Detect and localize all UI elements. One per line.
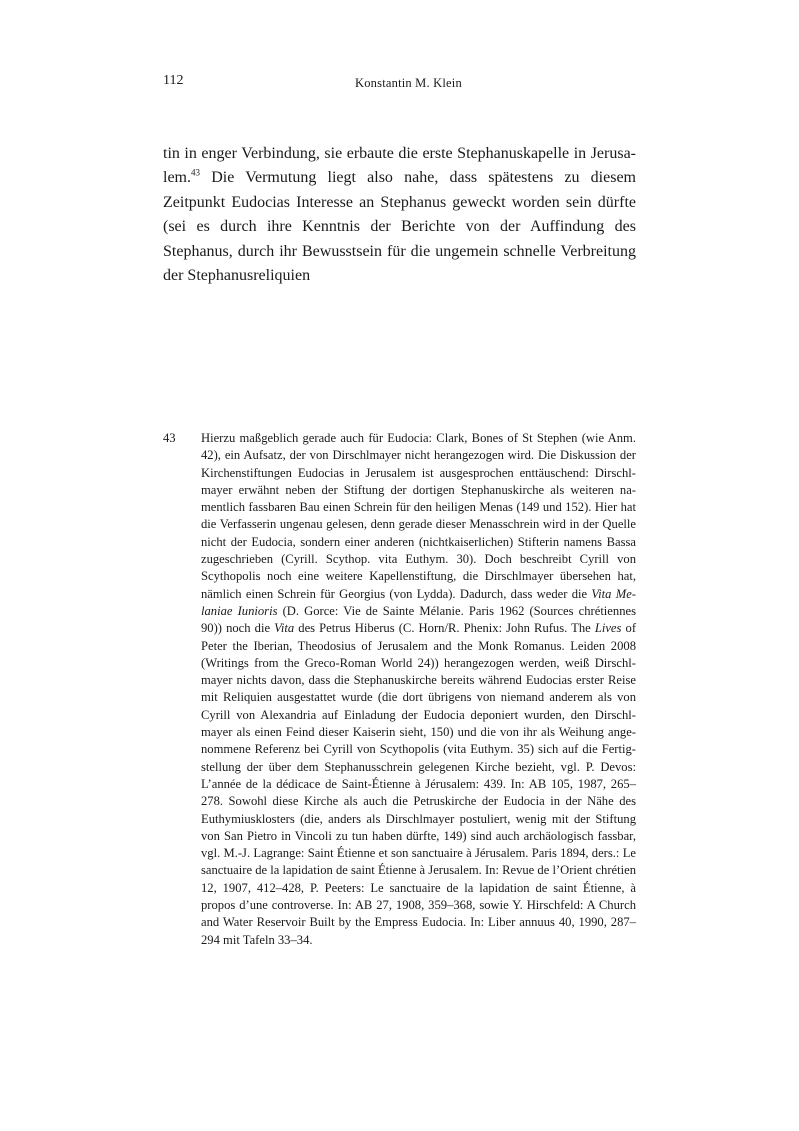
footnote-title-italic: Vita Melaniae Iunioris (201, 586, 636, 618)
footnote-text: (D. Gorce: Vie de Sainte Mélanie. Paris 1962 (Sources chrétiennes 90)) noch die (201, 603, 636, 636)
footnote-reference[interactable]: 43 (191, 168, 200, 179)
footnote-number: 43 (163, 431, 176, 445)
footnote-title-italic: Vita (274, 621, 295, 636)
main-text (163, 142, 636, 288)
footnote-text: Hierzu maßgeblich gerade auch für Eudocia: Clark, Bones of St Stephen (wie Anm. 42), ein Aufsatz, der von Dirschlmayer nicht herangezogen wird. Die Diskussion der Kirchenstiftungen Eudocias in Jerusalem ist ausgesprochen enttäuschend: Dirschlmayer erwähnt neben der Stiftung der dortigen Stephanuskirche als weiteren namentlich fassbaren Bau einen Schrein für den heiligen Menas (149 und 152). Hier hat die Verfasserin ungenau gelesen, denn gerade dieser Menasschrein wird in der Quelle nicht der Eudocia, sondern einer anderen (nichtkaiserlichen) Stifterin namens Bassa zugeschrieben (Cyrill. Scythop. vita Euthym. 30). Doch beschreibt Cyrill von Scythopolis noch eine weitere Kapellenstiftung, die Dirschlmayer übersehen hat, nämlich einen Schrein für Georgius (von Lydda). Dadurch, dass weder die (201, 431, 636, 601)
body-text-continued: Die Vermutung liegt also nahe, dass spätestens zu diesem Zeitpunkt Eudocias Interesse an Stephanus geweckt worden sein dürfte (sei es durch ihre Kenntnis der Berichte von der Auffindung des Stephanus, durch ihr Bewusstsein für die ungemein schnelle Verbreitung der Stephanusreliquien (163, 169, 636, 285)
page-number: 112 (163, 73, 184, 88)
footnote-text: of Peter the Iberian, Theodosius of Jerusalem and the Monk Romanus. Leiden 2008 (Writings from the Greco-Roman World 24)) herangezogen werden, weiß Dirschlmayer nichts davon, dass die Stephanuskirche bereits während Eudocias erster Reise mit Reliquien ausgestattet wurde (die dort übrigens von niemand anderem als von Cyrill von Alexandria auf Einladung der Eudocia deponiert wurden, den Dirschlmayer als einen Feind dieser Kaiserin sieht, 150) und die von ihr als Weihung angenommene Referenz bei Cyrill von Scythopolis (vita Euthym. 35) sich auf die Fertigstellung der über dem Stephanusschrein gelegenen Kirche bezieht, vgl. P. Devos: L’année de la dédicace de Saint-Étienne à Jérusalem: 439. In: AB 105, 1987, 265–278. Sowohl diese Kirche als auch die Petruskirche der Eudocia in der Nähe des Euthymiusklosters (die, anders als Dirschlmayer postuliert, wenig mit der Stiftung von San Pietro in Vincoli zu tun haben dürfte, 149) sind auch archäologisch fassbar, vgl. M.-J. Lagrange: Saint Étienne et son sanctuaire à Jérusalem. Paris 1894, ders.: Le sanctuaire de la lapidation de saint Étienne à Jerusalem. In: Revue de l’Orient chrétien 12, 1907, 412–428, P. Peeters: Le sanctuaire de la lapidation de saint Étienne, à propos d’une controverse. In: AB 27, 1908, 359–368, sowie Y. Hirschfeld: A Church and Water Reservoir Built by the Empress Eudocia. In: Liber annuus 40, 1990, 287–294 mit Tafeln 33–34. (201, 621, 637, 947)
footnote (163, 430, 636, 949)
body-text-start: tin in enger Verbindung, sie erbaute die erste Stephanuskapelle in Jerusalem. (163, 145, 636, 187)
footnote-body (201, 430, 636, 949)
body-paragraph (163, 142, 636, 288)
footnote-title-italic: Lives (594, 621, 622, 636)
running-head: Konstantin M. Klein (355, 76, 462, 90)
footnote-text: des Petrus Hiberus (C. Horn/R. Phenix: John Rufus. The (294, 621, 595, 636)
